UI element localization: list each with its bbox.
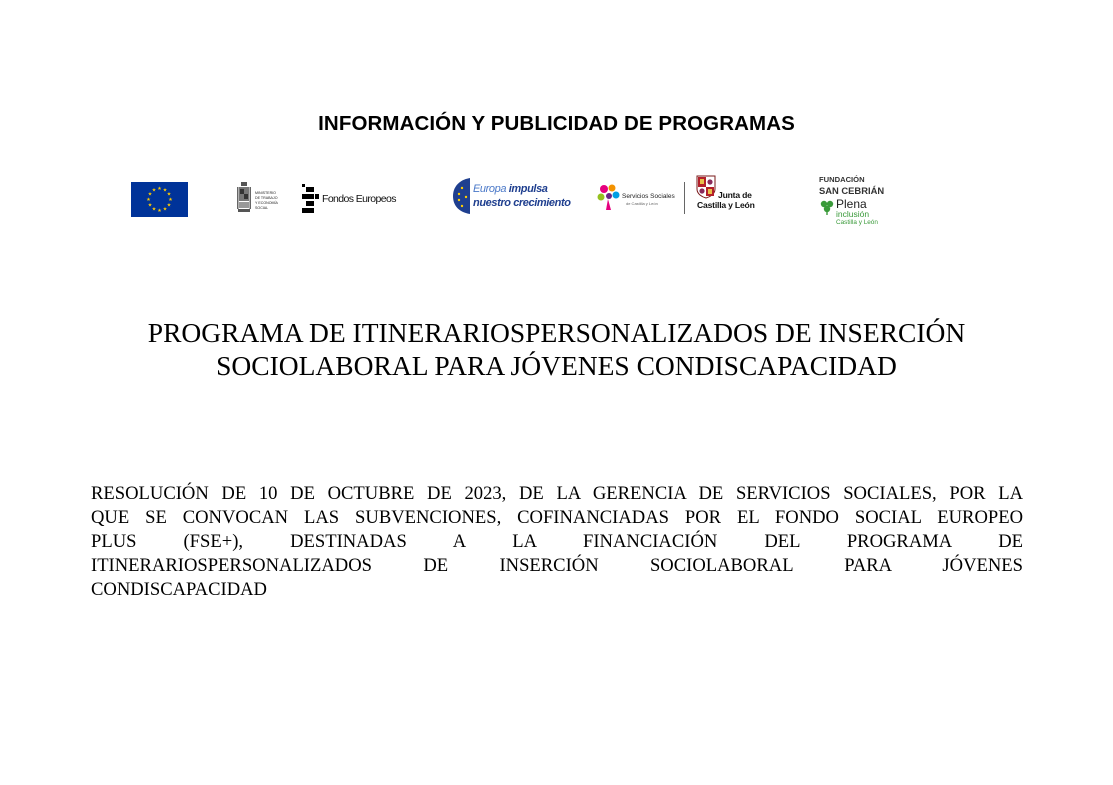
servicios-sociales-title: Servicios Sociales <box>622 193 675 200</box>
ministerio-logo <box>236 181 291 217</box>
resolution-line: QUE SE CONVOCAN LAS SUBVENCIONES, COFINANCIADAS POR EL FONDO SOCIAL EUROPEO <box>91 507 1023 528</box>
eu-flag-logo <box>131 182 188 217</box>
servicios-sociales-subtitle: de Castilla y León <box>626 201 658 206</box>
resolution-line: ITINERARIOSPERSONALIZADOS DE INSERCIÓN SOCIOLABORAL PARA JÓVENES <box>91 555 1023 576</box>
eu-star-icon: ★ <box>162 206 168 213</box>
fondos-europeos-logo <box>300 183 396 217</box>
europa-word: Europa <box>473 183 507 195</box>
resolution-line: CONDISCAPACIDAD <box>91 579 267 600</box>
program-title-line: SOCIOLABORAL PARA JÓVENES CONDISCAPACIDAD <box>216 350 897 381</box>
europa-impulsa-logo <box>452 176 571 218</box>
eu-star-icon: ★ <box>151 206 157 213</box>
impulsa-word: impulsa <box>508 183 548 195</box>
flower-icon <box>596 182 622 212</box>
eu-star-icon: ★ <box>146 197 151 204</box>
eu-star-icon: ★ <box>157 186 162 193</box>
eu-star-icon: ★ <box>147 202 153 209</box>
resolution-line: RESOLUCIÓN DE 10 DE OCTUBRE DE 2023, DE LA GERENCIA DE SERVICIOS SOCIALES, POR LA <box>91 483 1023 504</box>
ministerio-line: DE TRABAJO <box>255 196 278 200</box>
resolution-text <box>91 482 1023 602</box>
eu-star-icon: ★ <box>147 191 153 198</box>
logo-strip <box>0 0 1113 240</box>
fundacion-line-1: FUNDACIÓN <box>819 175 865 184</box>
eu-globe-icon <box>452 176 472 216</box>
eu-star-icon: ★ <box>168 197 173 204</box>
fundacion-line-2: SAN CEBRIÁN <box>819 185 885 196</box>
logo-divider <box>684 182 685 214</box>
ministerio-line: MINISTERIO <box>255 191 276 195</box>
eu-star-icon: ★ <box>151 187 157 194</box>
eu-star-icon: ★ <box>166 191 172 198</box>
plena-text: Plena <box>836 197 867 211</box>
junta-line-2: Castilla y León <box>697 199 755 210</box>
region-text: Castilla y León <box>836 219 878 226</box>
junta-line-1: Junta de <box>718 190 752 200</box>
program-title <box>60 316 1053 382</box>
eu-star-icon: ★ <box>157 208 162 215</box>
program-title-line: PROGRAMA DE ITINERARIOSPERSONALIZADOS DE INSERCIÓN <box>147 317 966 348</box>
inclusion-text: inclusión <box>836 209 870 219</box>
nuestro-crecimiento-text: nuestro crecimiento <box>473 197 571 209</box>
fondos-europeos-text: Fondos Europeos <box>322 193 396 205</box>
resolution-line: PLUS (FSE+), DESTINADAS A LA FINANCIACIÓN DEL PROGRAMA DE <box>91 531 1023 552</box>
junta-castilla-leon-logo <box>696 175 756 217</box>
fundacion-san-cebrian-logo <box>819 175 899 231</box>
eu-star-icon: ★ <box>162 187 168 194</box>
clover-icon <box>820 199 834 215</box>
ministerio-line: Y ECONOMÍA SOCIAL <box>255 201 278 210</box>
fondos-europeos-icon <box>300 183 320 215</box>
coat-of-arms-icon <box>236 181 252 215</box>
eu-star-icon: ★ <box>166 202 172 209</box>
servicios-sociales-logo <box>596 182 676 216</box>
page-header-title: INFORMACIÓN Y PUBLICIDAD DE PROGRAMAS <box>318 112 795 135</box>
